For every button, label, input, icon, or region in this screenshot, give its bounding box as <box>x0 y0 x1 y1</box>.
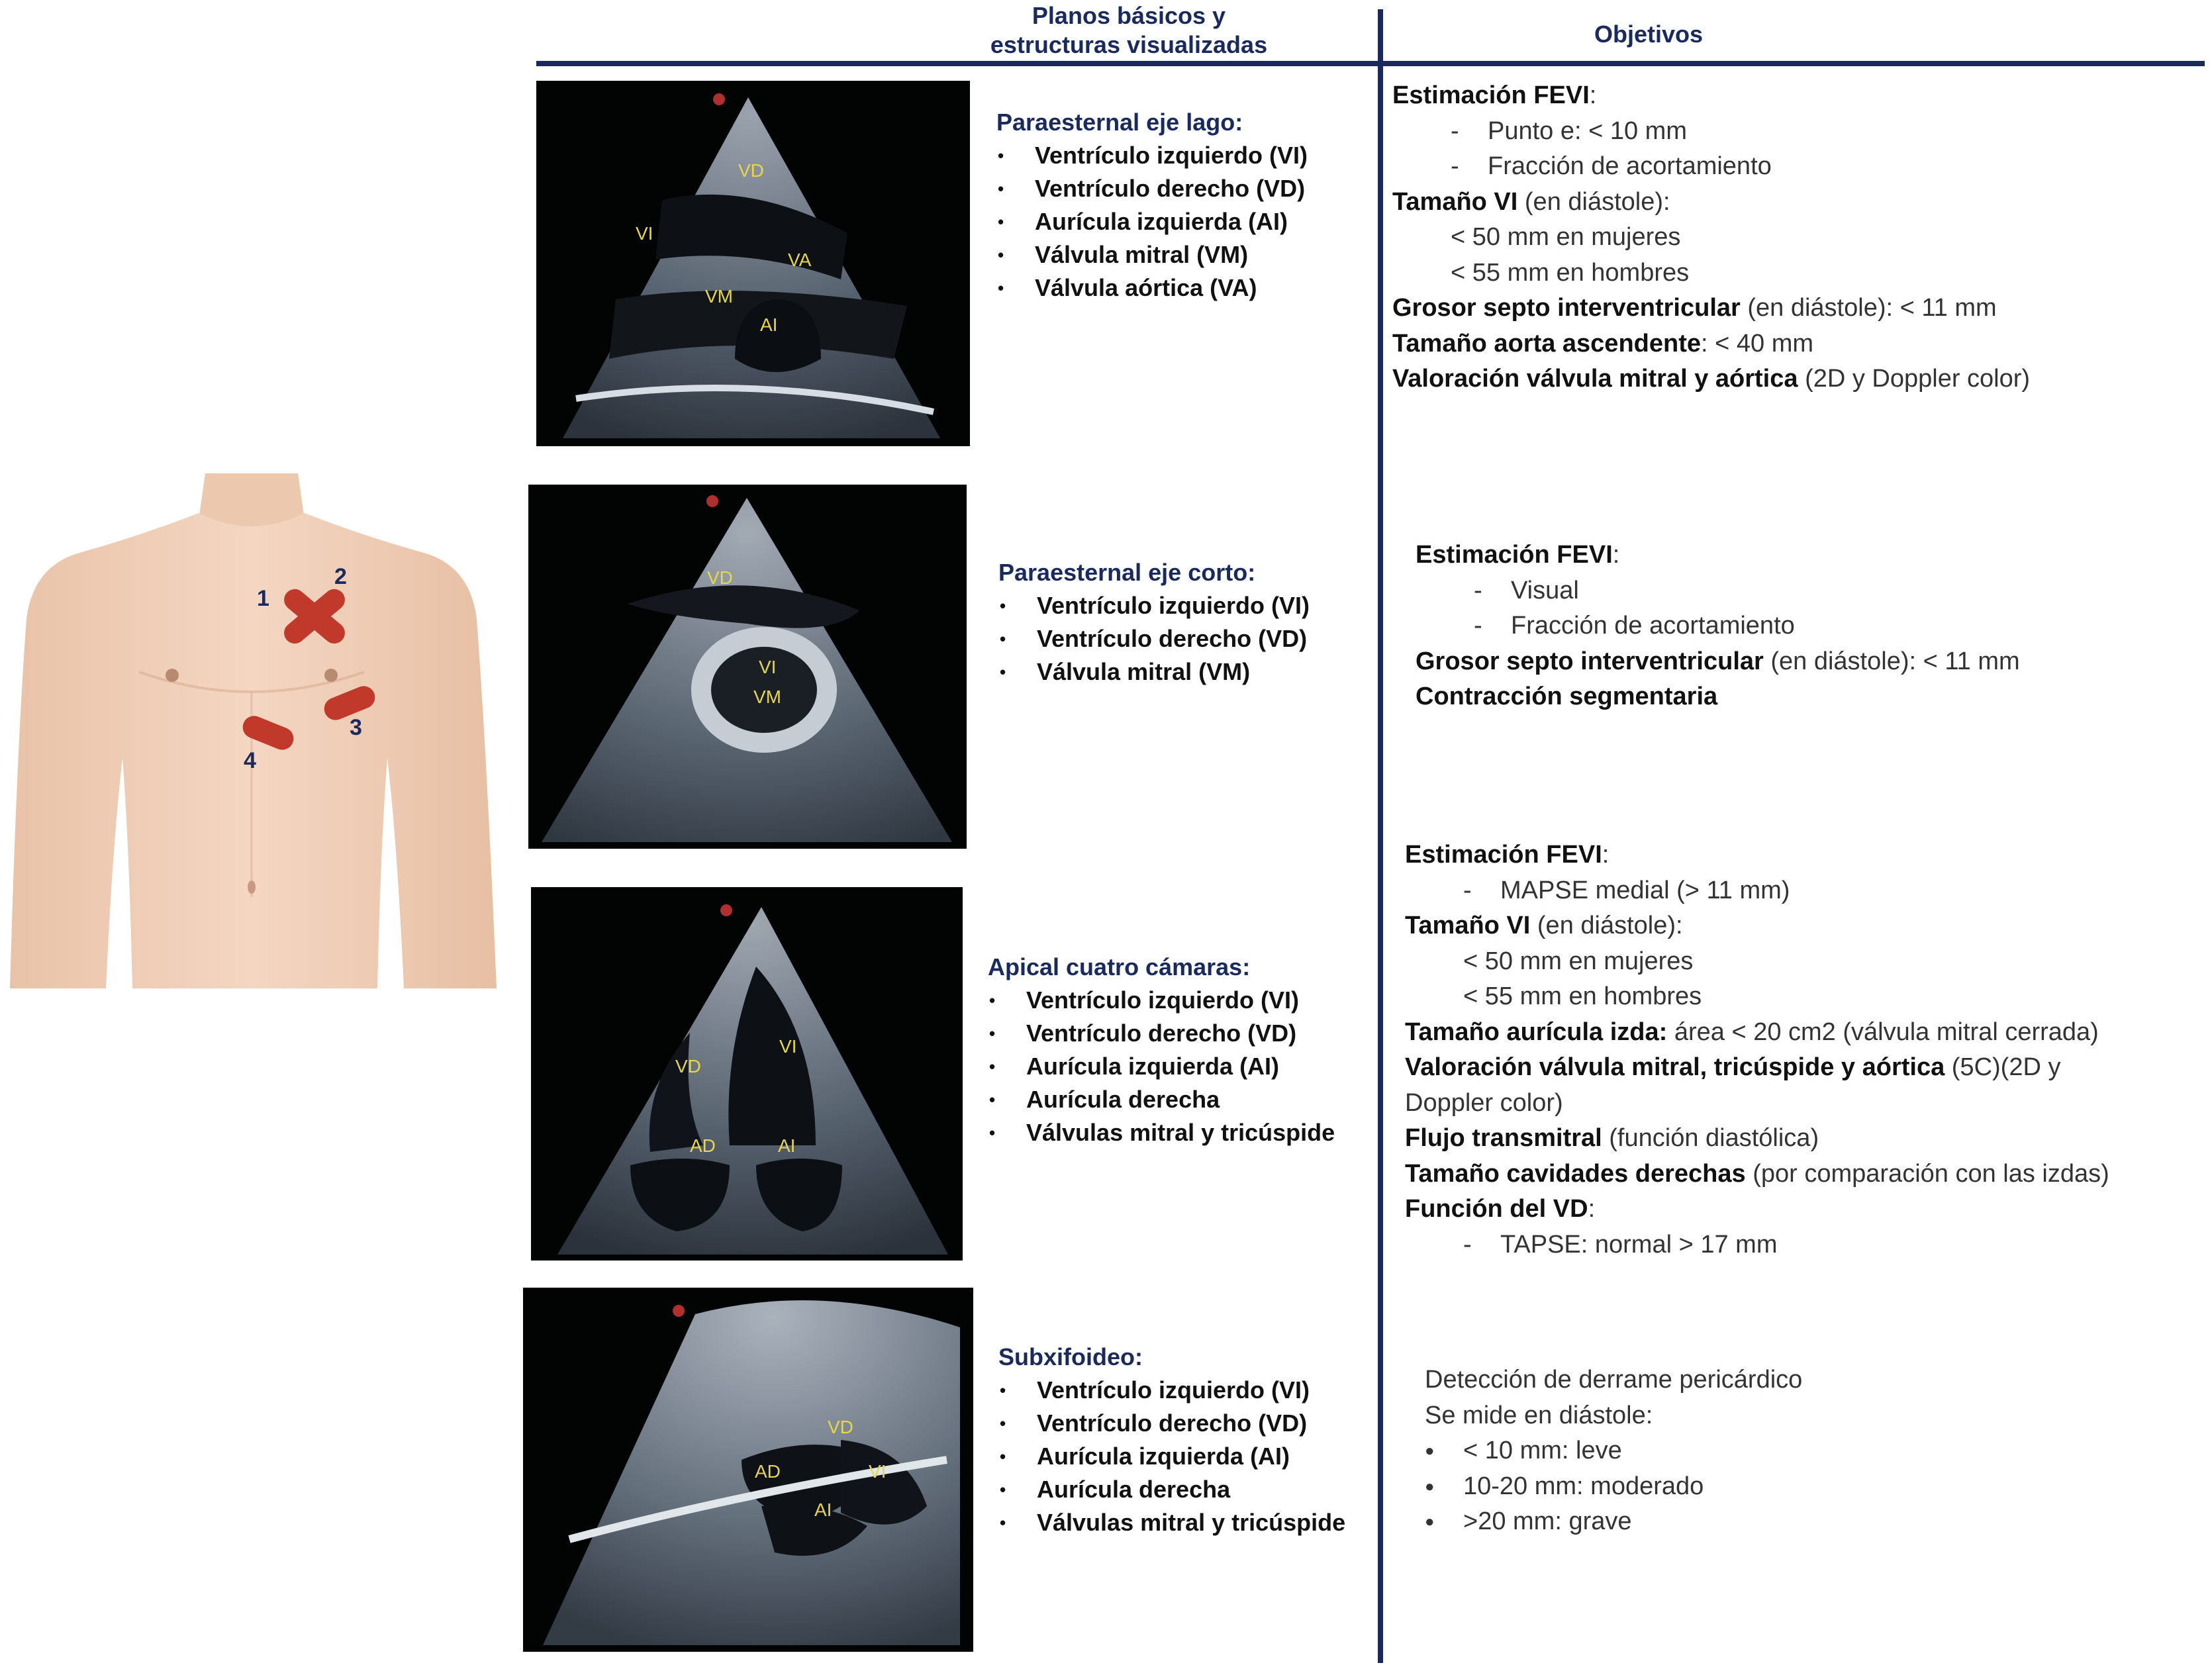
obj-line: (en diástole): <box>1530 912 1683 939</box>
structures-apical-4c <box>988 951 1385 1149</box>
label-vi: VI <box>869 1461 887 1482</box>
label-ad: AD <box>755 1461 781 1482</box>
marker-1: 1 <box>257 586 269 611</box>
label-vd: VD <box>828 1417 853 1437</box>
header-planes-line1: Planos básicos y <box>1032 2 1226 29</box>
structures-subxiphoid <box>998 1341 1396 1539</box>
obj-line: Tamaño aurícula izda: <box>1405 1018 1668 1046</box>
obj-line: área < 20 cm2 (válvula mitral cerrada) <box>1667 1018 2099 1046</box>
obj-bullet: ● >20 mm: grave <box>1425 1504 1802 1540</box>
marker-4: 4 <box>244 748 256 773</box>
label-ai: AI <box>778 1135 796 1156</box>
objectives-subxiphoid <box>1425 1362 1802 1540</box>
label-va: VA <box>788 250 812 270</box>
structure-item: • Válvula aórtica (VA) <box>996 271 1394 305</box>
header-rule <box>536 61 2205 66</box>
structures-parasternal-short <box>998 556 1396 689</box>
structure-item: • Ventrículo izquierdo (VI) <box>988 984 1385 1017</box>
obj-line: : <box>1612 541 1620 569</box>
obj-line: Función del VD <box>1405 1195 1588 1223</box>
obj-line: Doppler color) <box>1405 1088 1563 1117</box>
obj-line: (5C)(2D y <box>1945 1053 2061 1081</box>
obj-line: MAPSE medial (> 11 mm) <box>1500 876 1790 904</box>
obj-line: Punto e: < 10 mm <box>1488 117 1687 145</box>
obj-line: Valoración válvula mitral y aórtica <box>1392 365 1798 393</box>
view-title: Paraesternal eje lago: <box>996 109 1243 136</box>
obj-line: Estimación FEVI <box>1392 81 1590 109</box>
header-planes <box>914 1 1344 60</box>
obj-line: (función diastólica) <box>1602 1124 1819 1152</box>
obj-line: (en diástole): < 11 mm <box>1763 647 2020 675</box>
obj-line: < 50 mm en mujeres <box>1463 947 1694 975</box>
objectives-parasternal-long <box>1392 78 2030 397</box>
structure-item: • Aurícula izquierda (AI) <box>988 1050 1385 1083</box>
echo-image-parasternal-long <box>536 81 970 446</box>
obj-line: (por comparación con las izdas) <box>1745 1159 2109 1188</box>
obj-line: Estimación FEVI <box>1416 541 1613 569</box>
obj-line: Visual <box>1511 576 1579 604</box>
obj-line: Tamaño cavidades derechas <box>1405 1159 1746 1188</box>
obj-line: : <box>1589 81 1597 109</box>
header-objectives: Objetivos <box>1594 21 1704 48</box>
structure-item: • Aurícula izquierda (AI) <box>998 1440 1396 1473</box>
obj-line: Fracción de acortamiento <box>1488 152 1772 180</box>
label-vd: VD <box>738 160 764 181</box>
structure-item: • Válvula mitral (VM) <box>998 655 1396 689</box>
obj-line: < 55 mm en hombres <box>1463 982 1702 1010</box>
label-vi: VI <box>779 1036 797 1057</box>
obj-line: (en diástole): < 11 mm <box>1740 294 1997 322</box>
obj-line: Contracción segmentaria <box>1416 683 1718 710</box>
structure-item: • Ventrículo izquierdo (VI) <box>996 139 1394 172</box>
structure-item: • Aurícula derecha <box>988 1083 1385 1116</box>
obj-line: (2D y Doppler color) <box>1798 365 2031 393</box>
marker-2: 2 <box>334 564 347 589</box>
label-vd: VD <box>707 567 733 588</box>
label-vm: VM <box>705 286 733 307</box>
obj-line: Se mide en diástole: <box>1425 1401 1653 1429</box>
obj-line: TAPSE: normal > 17 mm <box>1500 1230 1778 1259</box>
structures-parasternal-long <box>996 106 1394 305</box>
structure-item: • Ventrículo derecho (VD) <box>988 1017 1385 1050</box>
structure-item: • Aurícula izquierda (AI) <box>996 205 1394 238</box>
structure-item: • Ventrículo derecho (VD) <box>998 622 1396 655</box>
objectives-parasternal-short <box>1416 538 2020 715</box>
echo-image-subxiphoid <box>523 1288 973 1652</box>
obj-line: Fracción de acortamiento <box>1511 612 1795 640</box>
obj-line: < 50 mm en mujeres <box>1451 223 1681 251</box>
structure-item: • Ventrículo derecho (VD) <box>998 1407 1396 1440</box>
obj-line: : < 40 mm <box>1701 329 1814 357</box>
obj-line: Grosor septo interventricular <box>1392 294 1741 322</box>
structure-item: • Válvulas mitral y tricúspide <box>988 1116 1385 1149</box>
obj-line: : <box>1602 841 1610 869</box>
torso-illustration <box>7 473 497 988</box>
obj-line: < 55 mm en hombres <box>1451 258 1690 287</box>
label-ai: AI <box>814 1500 832 1520</box>
obj-line: Grosor septo interventricular <box>1416 647 1764 675</box>
obj-line: (en diástole): <box>1517 187 1670 216</box>
label-vm: VM <box>753 687 781 707</box>
label-ai: AI <box>760 314 778 335</box>
obj-line: Valoración válvula mitral, tricúspide y aórtica <box>1405 1053 1945 1081</box>
objectives-apical-4c <box>1405 837 2109 1262</box>
header-planes-line2: estructuras visualizadas <box>990 31 1268 58</box>
label-vd: VD <box>675 1056 701 1076</box>
torso-drawing <box>7 473 497 988</box>
obj-line: Estimación FEVI <box>1405 841 1602 869</box>
obj-line: : <box>1588 1195 1596 1223</box>
label-ad: AD <box>690 1135 716 1156</box>
structure-item: • Ventrículo derecho (VD) <box>996 172 1394 205</box>
view-title: Subxifoideo: <box>998 1343 1143 1370</box>
structure-item: • Ventrículo izquierdo (VI) <box>998 589 1396 622</box>
obj-line: Detección de derrame pericárdico <box>1425 1366 1803 1394</box>
obj-line: Tamaño VI <box>1405 912 1531 939</box>
echo-image-parasternal-short <box>528 485 967 849</box>
obj-bullet: ● 10-20 mm: moderado <box>1425 1469 1802 1505</box>
label-vi: VI <box>636 223 653 244</box>
echo-image-apical-4c <box>531 887 963 1261</box>
obj-line: Tamaño aorta ascendente <box>1392 329 1702 357</box>
label-vi: VI <box>759 657 777 677</box>
obj-line: Tamaño VI <box>1392 187 1518 216</box>
structure-item: • Válvulas mitral y tricúspide <box>998 1506 1396 1539</box>
structure-item: • Válvula mitral (VM) <box>996 238 1394 271</box>
structure-item: • Ventrículo izquierdo (VI) <box>998 1374 1396 1407</box>
obj-line: Flujo transmitral <box>1405 1124 1602 1152</box>
marker-3: 3 <box>350 715 362 740</box>
structure-item: • Aurícula derecha <box>998 1473 1396 1506</box>
obj-bullet: ● < 10 mm: leve <box>1425 1433 1802 1469</box>
view-title: Apical cuatro cámaras: <box>988 953 1251 980</box>
view-title: Paraesternal eje corto: <box>998 559 1256 586</box>
